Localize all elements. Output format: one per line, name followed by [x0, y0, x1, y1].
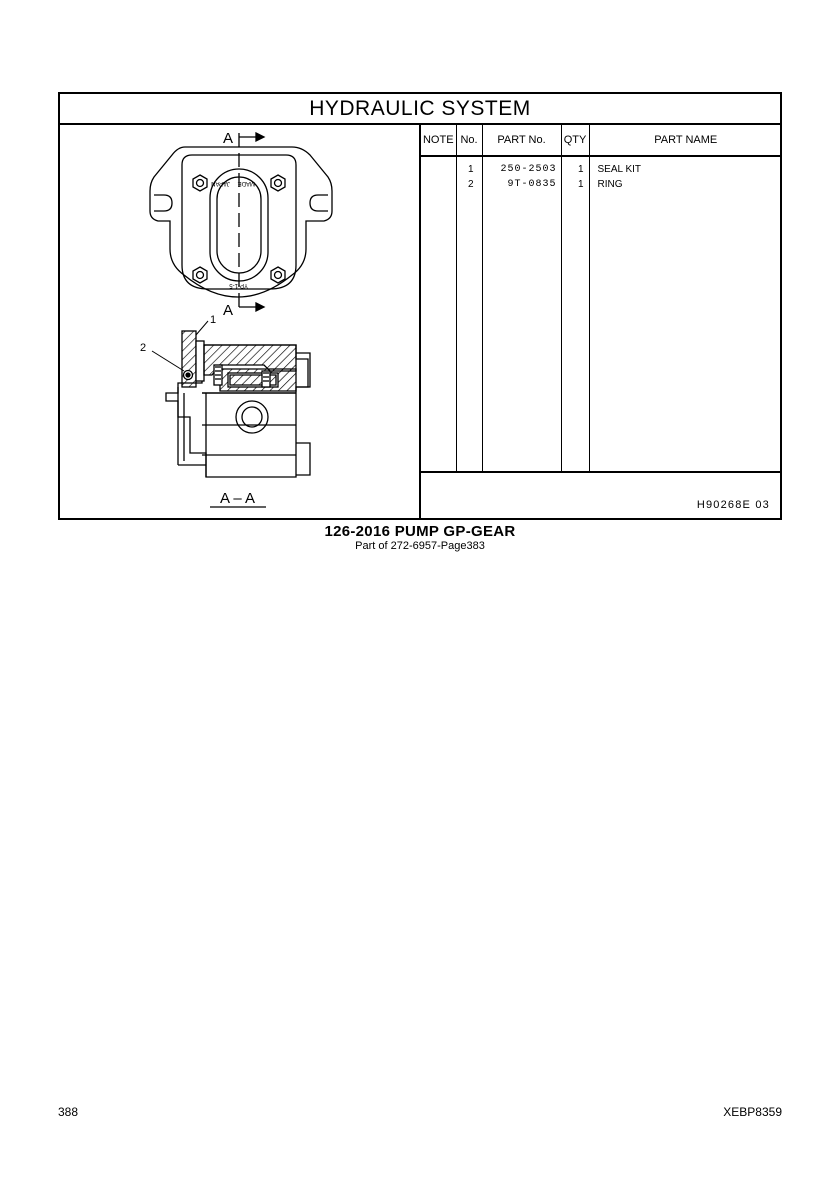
- part-name: SEAL KIT: [597, 164, 642, 175]
- col-header-part-name: PART NAME: [589, 125, 782, 156]
- col-header-note: NOTE: [421, 125, 456, 156]
- section-mark-top: A: [223, 130, 234, 147]
- quantity-cell: [561, 156, 589, 471]
- caption-title: 126-2016 PUMP GP-GEAR: [324, 523, 516, 540]
- item-number: 2: [467, 179, 474, 190]
- parts-list-panel: [421, 125, 780, 518]
- parts-table-footer: [421, 471, 780, 518]
- item-number-cell: [456, 156, 482, 471]
- stamp-made: MADE: [237, 180, 255, 186]
- col-header-part-no: PART No.: [482, 125, 561, 156]
- callout-1: 1: [210, 314, 217, 326]
- exploded-view-drawing: [60, 125, 421, 518]
- part-number: 9T-0835: [507, 179, 557, 190]
- part-name: RING: [597, 179, 623, 190]
- section-label: A – A: [220, 490, 256, 507]
- section-title: HYDRAULIC SYSTEM: [60, 94, 780, 125]
- stamp-japan: JAPAN: [211, 180, 230, 186]
- quantity: 1: [577, 164, 584, 175]
- section-mark-bottom: A: [223, 302, 234, 319]
- part-number: 250-2503: [500, 164, 557, 175]
- page-number: 388: [58, 1105, 79, 1119]
- item-number: 1: [467, 164, 474, 175]
- table-body: [421, 156, 782, 471]
- figure-caption: [0, 523, 840, 552]
- table-header-row: [421, 125, 782, 156]
- note-cell: [421, 156, 456, 471]
- stamp-code: YP-1-5: [229, 282, 248, 288]
- document-code: XEBP8359: [723, 1105, 782, 1119]
- col-header-qty: QTY: [561, 125, 589, 156]
- caption-subtitle: Part of 272-6957-Page383: [355, 540, 485, 552]
- parts-page-frame: [58, 92, 782, 520]
- parts-table: [421, 125, 782, 471]
- quantity: 1: [577, 179, 584, 190]
- col-header-no: No.: [456, 125, 482, 156]
- illustration-reference-code: H90268E 03: [696, 499, 770, 511]
- part-name-cell: [589, 156, 782, 471]
- part-number-cell: [482, 156, 561, 471]
- pump-illustration: [60, 125, 419, 520]
- pump-section-view: [152, 321, 310, 507]
- callout-2: 2: [140, 342, 147, 354]
